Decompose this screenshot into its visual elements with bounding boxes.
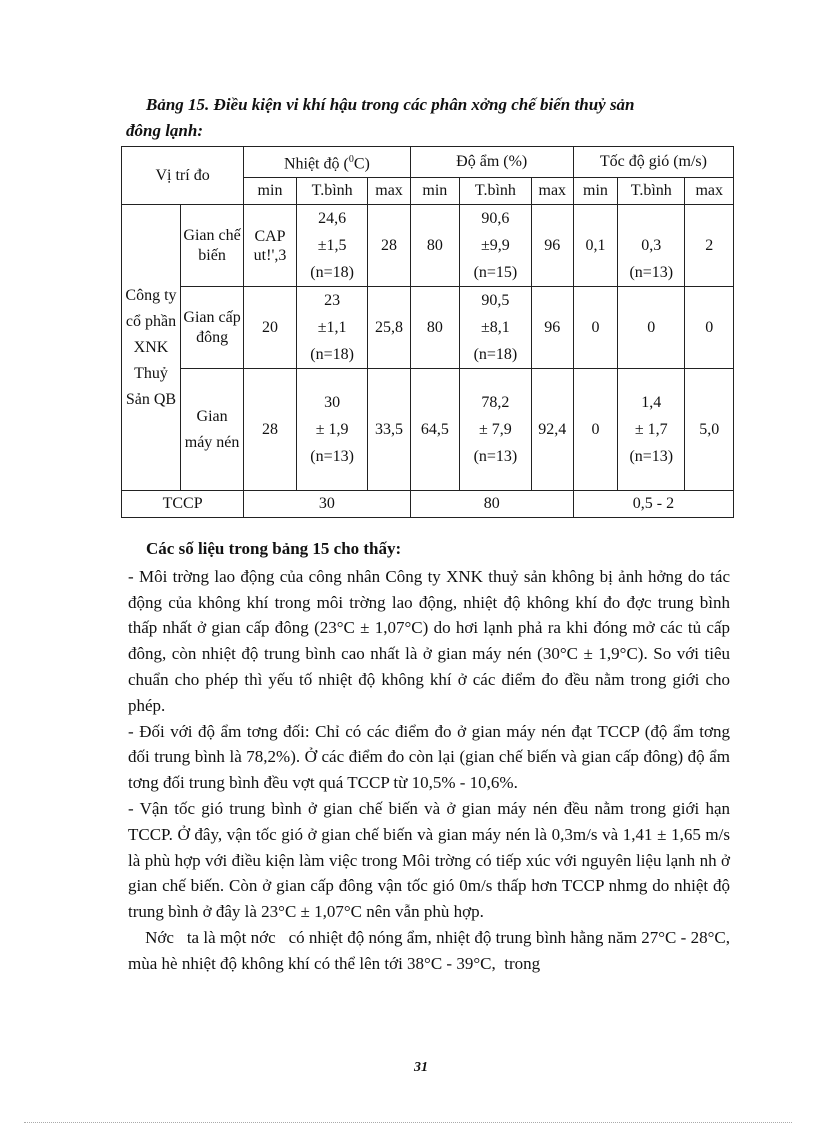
- paragraph-climate: Nớc ta là một nớc có nhiệt độ nóng ẩm, nhiệt độ trung bình hằng năm 27°C - 28°C, mùa hè nhiệt độ không khí có thể lên tới 38°C - 39°C, trong: [128, 927, 739, 973]
- section-heading: Các số liệu trong bảng 15 cho thấy:: [146, 539, 402, 558]
- hum-avg: 78,2 ± 7,9 (n=13): [460, 369, 532, 491]
- wind-max: 5,0: [685, 369, 734, 491]
- hum-min: 80: [410, 205, 460, 287]
- wind-min: 0: [573, 287, 617, 369]
- wind-avg: 1,4 ± 1,7 (n=13): [618, 369, 685, 491]
- hum-max: 92,4: [531, 369, 573, 491]
- table-caption: [126, 92, 732, 144]
- table-row: [122, 287, 734, 369]
- caption-line-2: đông lạnh:: [126, 121, 203, 140]
- wind-avg: 0,3 (n=13): [618, 205, 685, 287]
- paragraph-humidity: - Đối với độ ẩm tơng đối: Chỉ có các điểm đo ở gian máy nén đạt TCCP (độ ẩm tơng đối trung bình là 78,2%). Ở các điểm đo còn lại (gian chế biến và gian cấp đông) độ ẩm tơng đối trung bình đều vợt quá TCCP từ 10,5% - 10,6%.: [128, 721, 730, 793]
- sub-hum-avg: T.bình: [460, 178, 532, 205]
- wind-avg: 0: [618, 287, 685, 369]
- hum-min: 80: [410, 287, 460, 369]
- temp-avg: 23 ±1,1 (n=18): [296, 287, 368, 369]
- header-humidity: Độ ẩm (%): [410, 147, 573, 178]
- temp-avg: 30 ± 1,9 (n=13): [296, 369, 368, 491]
- page-number: 31: [414, 1060, 428, 1075]
- sub-hum-max: max: [531, 178, 573, 205]
- tccp-label: TCCP: [122, 491, 244, 518]
- location-name: Gian máy nén: [180, 369, 243, 491]
- paragraph-wind: - Vận tốc gió trung bình ở gian chế biến và ở gian máy nén đều nằm trong giới hạn TCCP. Ở đây, vận tốc gió ở gian chế biến và gian máy nén là 0,3m/s và 1,41 ± 1,65 m/s là phù hợp với điều kiện làm việc trong Môi trờng có tiếp xúc với nguyên liệu lạnh nh ở gian chế biến. Còn ở gian cấp đông vận tốc gió 0m/s thấp hơn TCCP nhmg do nhiệt độ trung bình ở đây là 23°C ± 1,07°C nên vẫn phù hợp.: [128, 798, 730, 922]
- caption-line-1: Bảng 15. Điều kiện vi khí hậu trong các phân xởng chế biến thuỷ sản: [146, 95, 635, 114]
- table-row: [122, 205, 734, 287]
- climate-table: [121, 146, 734, 518]
- hum-min: 64,5: [410, 369, 460, 491]
- hum-avg: 90,6 ±9,9 (n=15): [460, 205, 532, 287]
- wind-max: 2: [685, 205, 734, 287]
- company-name: Công ty cổ phần XNK Thuỷ Sản QB: [125, 286, 177, 408]
- hum-max: 96: [531, 205, 573, 287]
- temp-max: 28: [368, 205, 410, 287]
- temp-max: 33,5: [368, 369, 410, 491]
- tccp-temperature: 30: [244, 491, 410, 518]
- sub-temp-avg: T.bình: [296, 178, 368, 205]
- paragraph-temperature: - Môi trờng lao động của công nhân Công ty XNK thuỷ sản không bị ảnh hởng do tác động của không khí trong môi trờng lao động, nhiệt độ không khí đo đợc trung bình thấp nhất ở gian cấp đông (23°C ± 1,07°C) do hơi lạnh phả ra khi đóng mở các tủ cấp đông, còn nhiệt độ trung bình cao nhất là ở gian máy nén (30°C ± 1,9°C). So với tiêu chuẩn cho phép thì yếu tố nhiệt độ không khí ở các điểm đo đều nằm trong giới cho phép.: [128, 566, 730, 715]
- header-location: Vị trí đo: [122, 147, 244, 205]
- temp-avg: 24,6 ±1,5 (n=18): [296, 205, 368, 287]
- sub-temp-max: max: [368, 178, 410, 205]
- hum-avg: 90,5 ±8,1 (n=18): [460, 287, 532, 369]
- sub-temp-min: min: [244, 178, 297, 205]
- location-name: Gian chế biến: [180, 205, 243, 287]
- location-name: Gian cấp đông: [180, 287, 243, 369]
- company-cell: [122, 205, 181, 491]
- temp-min: 20: [244, 287, 297, 369]
- temp-max: 25,8: [368, 287, 410, 369]
- tccp-humidity: 80: [410, 491, 573, 518]
- header-wind: Tốc độ gió (m/s): [573, 147, 733, 178]
- header-temperature: Nhiệt độ ($^0$C): [244, 147, 410, 178]
- tccp-wind: 0,5 - 2: [573, 491, 733, 518]
- wind-max: 0: [685, 287, 734, 369]
- table-row: [122, 369, 734, 491]
- temp-min: 28: [244, 369, 297, 491]
- wind-min: 0: [573, 369, 617, 491]
- sub-wind-min: min: [573, 178, 617, 205]
- temp-min: CAP ut!',3: [244, 205, 297, 287]
- sub-wind-max: max: [685, 178, 734, 205]
- body-text: [128, 536, 739, 977]
- tccp-row: [122, 491, 734, 518]
- sub-wind-avg: T.bình: [618, 178, 685, 205]
- sub-hum-min: min: [410, 178, 460, 205]
- hum-max: 96: [531, 287, 573, 369]
- wind-min: 0,1: [573, 205, 617, 287]
